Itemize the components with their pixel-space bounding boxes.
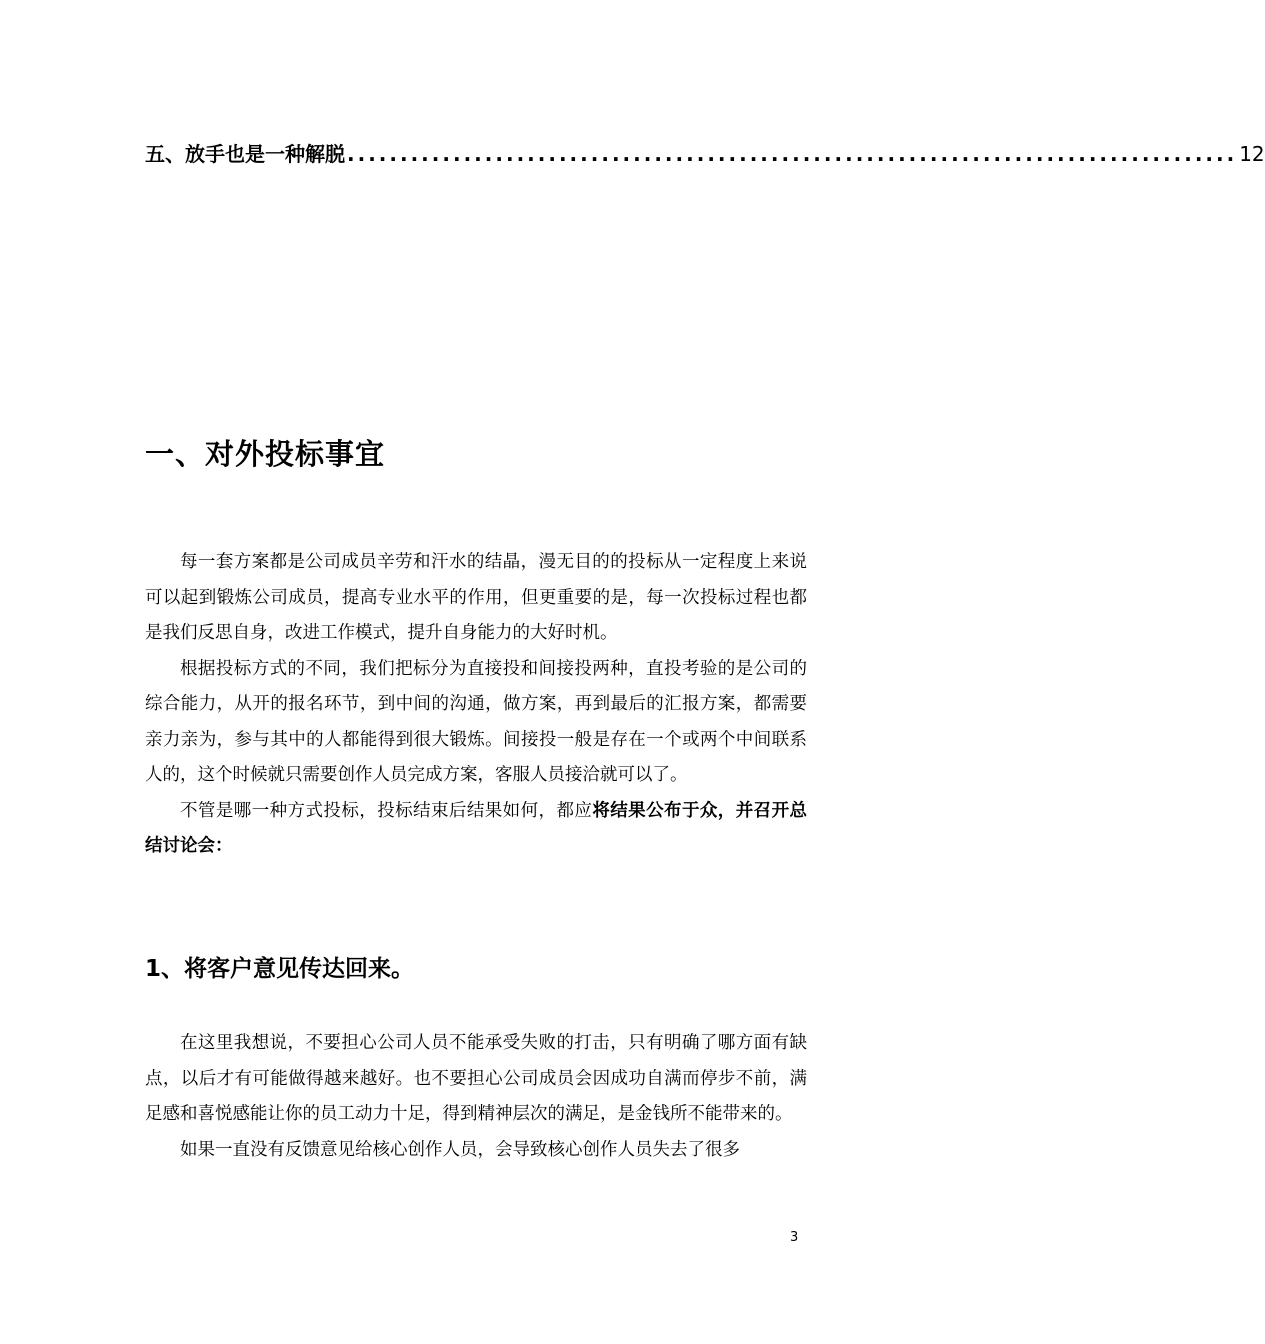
toc-entry-title: 五、放手也是一种解脱 xyxy=(145,142,345,166)
section-1-body xyxy=(145,545,807,865)
paragraph: 每一套方案都是公司成员辛劳和汗水的结晶，漫无目的的投标从一定程度上来说可以起到锻炼公司成员，提高专业水平的作用，但更重要的是，每一次投标过程也都是我们反思自身，改进工作模式，提升自身能力的大好时机。 xyxy=(145,552,807,643)
paragraph-emphasis: 将结果公布于众，并召开总结讨论会： xyxy=(145,800,808,856)
paragraph: 如果一直没有反馈意见给核心创作人员，会导致核心创作人员失去了很多 xyxy=(180,1139,740,1160)
page-number: 3 xyxy=(790,1230,799,1245)
paragraph: 根据投标方式的不同，我们把标分为直接投和间接投两种，直投考验的是公司的综合能力，从开的报名环节，到中间的沟通，做方案，再到最后的汇报方案，都需要亲力亲为，参与其中的人都能得到很大锻炼。间接投一般是存在一个或两个中间联系人的，这个时候就只需要创作人员完成方案，客服人员接洽就可以了。 xyxy=(145,658,807,785)
section-heading-1: 一、对外投标事宜 xyxy=(145,437,386,471)
paragraph-text: 不管是哪一种方式投标，投标结束后结果如何，都应 xyxy=(180,800,593,821)
section-2-body xyxy=(145,1026,807,1168)
toc-entry-page: 12 xyxy=(1239,142,1265,166)
section-heading-2: 1、将客户意见传达回来。 xyxy=(145,956,415,982)
paragraph: 在这里我想说，不要担心公司人员不能承受失败的打击，只有明确了哪方面有缺点，以后才有可能做得越来越好。也不要担心公司成员会因成功自满而停步不前，满足感和喜悦感能让你的员工动力十足，得到精神层次的满足，是金钱所不能带来的。 xyxy=(145,1033,807,1124)
toc-leader-dots: .................................................................................... xyxy=(347,142,1238,166)
toc-entry[interactable] xyxy=(145,138,1265,168)
paragraph xyxy=(145,794,807,865)
